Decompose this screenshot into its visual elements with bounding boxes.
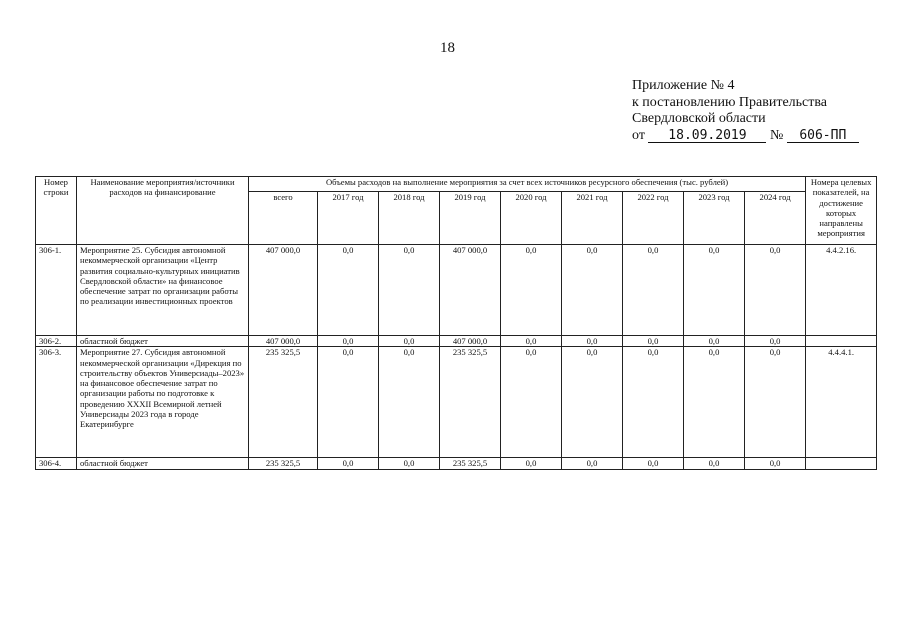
header-volumes: Объемы расходов на выполнение мероприятия за счет всех источников ресурсного обеспечения (тыс. рублей) (249, 177, 806, 192)
cell-2017: 0,0 (318, 245, 379, 336)
appendix-title: Приложение № 4 (632, 78, 735, 93)
row-name: Мероприятие 25. Субсидия автономной некоммерческой организации «Центр развития социально-культурных инициатив Свердловской области» на финансовое обеспечение затрат по организации работы по реализации инвестиционных проектов (77, 245, 249, 336)
header-year-2020: 2020 год (501, 192, 562, 245)
header-year-2022: 2022 год (623, 192, 684, 245)
cell-2022: 0,0 (623, 245, 684, 336)
cell-2021: 0,0 (562, 245, 623, 336)
header-name: Наименование мероприятия/источники расходов на финансирование (77, 177, 249, 245)
table-row (36, 336, 877, 347)
cell-2023: 0,0 (684, 336, 745, 347)
cell-2022: 0,0 (623, 458, 684, 469)
cell-total: 235 325,5 (249, 347, 318, 458)
row-number: 306-4. (36, 458, 77, 469)
cell-2020: 0,0 (501, 347, 562, 458)
header-year-2019: 2019 год (440, 192, 501, 245)
cell-total: 407 000,0 (249, 336, 318, 347)
cell-2017: 0,0 (318, 347, 379, 458)
row-name: областной бюджет (77, 336, 249, 347)
cell-2024: 0,0 (745, 336, 806, 347)
cell-2019: 407 000,0 (440, 245, 501, 336)
header-row-number: Номер строки (36, 177, 77, 245)
cell-2021: 0,0 (562, 458, 623, 469)
cell-2024: 0,0 (745, 347, 806, 458)
from-label: от (632, 127, 645, 143)
cell-total: 235 325,5 (249, 458, 318, 469)
cell-2022: 0,0 (623, 336, 684, 347)
cell-2023: 0,0 (684, 245, 745, 336)
header-year-2023: 2023 год (684, 192, 745, 245)
row-target (806, 336, 877, 347)
cell-2017: 0,0 (318, 336, 379, 347)
cell-2021: 0,0 (562, 347, 623, 458)
financing-table (35, 176, 877, 470)
row-number: 306-1. (36, 245, 77, 336)
cell-2020: 0,0 (501, 336, 562, 347)
cell-2019: 407 000,0 (440, 336, 501, 347)
cell-2023: 0,0 (684, 347, 745, 458)
cell-2018: 0,0 (379, 458, 440, 469)
cell-2019: 235 325,5 (440, 347, 501, 458)
appendix-region: Свердловской области (632, 111, 766, 126)
cell-2020: 0,0 (501, 245, 562, 336)
row-number: 306-2. (36, 336, 77, 347)
cell-2020: 0,0 (501, 458, 562, 469)
header-year-2021: 2021 год (562, 192, 623, 245)
resolution-number: 606-ПП (787, 129, 859, 143)
header-year-total: всего (249, 192, 318, 245)
cell-total: 407 000,0 (249, 245, 318, 336)
row-name: Мероприятие 27. Субсидия автономной некоммерческой организации «Дирекция по строительству объектов Универсиады–2023» на финансовое обеспечение затрат по организации работы по подготовке к проведению XXXII Всемирной летней Универсиады 2023 года в городе Екатеринбурге (77, 347, 249, 458)
cell-2018: 0,0 (379, 347, 440, 458)
cell-2017: 0,0 (318, 458, 379, 469)
number-label: № (769, 127, 784, 143)
row-number: 306-3. (36, 347, 77, 458)
cell-2022: 0,0 (623, 347, 684, 458)
cell-2021: 0,0 (562, 336, 623, 347)
appendix-date-line (632, 128, 859, 145)
cell-2019: 235 325,5 (440, 458, 501, 469)
row-name: областной бюджет (77, 458, 249, 469)
header-year-2024: 2024 год (745, 192, 806, 245)
appendix-resolution: к постановлению Правительства (632, 94, 828, 110)
cell-2024: 0,0 (745, 458, 806, 469)
cell-2018: 0,0 (379, 245, 440, 336)
appendix-header (632, 78, 859, 144)
cell-2018: 0,0 (379, 336, 440, 347)
resolution-date: 18.09.2019 (648, 129, 766, 143)
row-target (806, 458, 877, 469)
table-row (36, 347, 877, 458)
table-row (36, 458, 877, 469)
table-row (36, 245, 877, 336)
row-target: 4.4.2.16. (806, 245, 877, 336)
cell-2023: 0,0 (684, 458, 745, 469)
cell-2024: 0,0 (745, 245, 806, 336)
header-year-2017: 2017 год (318, 192, 379, 245)
header-targets: Номера целевых показателей, на достижение которых направлены мероприятия (806, 177, 877, 245)
row-target: 4.4.4.1. (806, 347, 877, 458)
header-year-2018: 2018 год (379, 192, 440, 245)
page-number: 18 (440, 40, 455, 56)
